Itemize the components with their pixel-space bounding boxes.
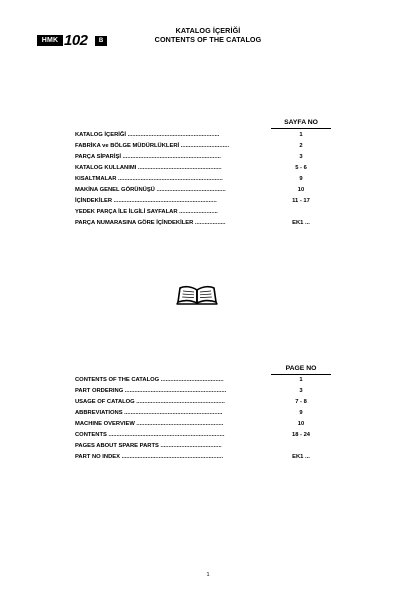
toc-row-page: EK1 ... [292,454,310,460]
title-turkish: KATALOG İÇERİĞİ [175,26,241,35]
toc-row-label: MACHINE OVERVIEW ...................................................... [75,421,224,427]
title-english: CONTENTS OF THE CATALOG [154,35,262,44]
toc-row-label: KATALOG KULLANIMI .................................................... [75,165,222,171]
page-number: 1 [206,572,210,578]
logo-box: HMK [37,35,63,46]
toc-row-page: 7 - 8 [295,399,307,405]
toc-row-page: 10 [297,187,305,193]
toc-row-page: 10 [297,421,305,427]
toc-row-page: 11 - 17 [292,198,310,204]
toc-english [75,365,331,465]
toc-row-label: İÇİNDEKİLER ................................................................ [75,198,217,204]
toc-row-label: KISALTMALAR ................................................................. [75,176,223,182]
toc-row-label: PARÇA NUMARASINA GÖRE İÇİNDEKİLER ................... [75,220,226,226]
toc-row [75,130,331,140]
toc-row-label: ABBREVIATIONS ............................................................. [75,410,223,416]
column-header-sayfa-no: SAYFA NO [271,119,331,129]
toc-turkish [75,119,331,231]
logo-suffix: B [95,36,107,46]
toc-row-page: 18 - 24 [291,432,311,438]
toc-row [75,430,331,440]
toc-row [75,441,331,451]
toc-row-label: CONTENTS OF THE CATALOG ....................................... [75,377,224,383]
toc-row [75,174,331,184]
toc-row-page: 9 [299,176,303,182]
toc-row-label: PART NO INDEX ............................................................... [75,454,224,460]
toc-row [75,207,331,217]
toc-row [75,163,331,173]
toc-row-page: 3 [299,154,303,160]
toc-row-page: 9 [299,410,303,416]
toc-row [75,452,331,462]
toc-row-label: PARÇA SİPARİŞİ ............................................................. [75,154,221,160]
toc-row [75,141,331,151]
toc-row [75,375,331,385]
toc-row [75,185,331,195]
toc-row-label: CONTENTS ........................................................................ [75,432,225,438]
toc-row [75,218,331,228]
toc-row-page: 1 [299,132,303,138]
toc-row-page: EK1 ... [292,220,310,226]
column-header-page-no: PAGE NO [271,365,331,375]
toc-row-label: FABRİKA ve BÖLGE MÜDÜRLÜKLERİ .............................. [75,143,230,149]
toc-row-label: YEDEK PARÇA İLE İLGİLİ SAYFALAR ........................ [75,209,218,215]
toc-row [75,152,331,162]
toc-row-page: 1 [299,377,303,383]
toc-row-label: KATALOG İÇERİĞİ ......................................................... [75,132,220,138]
toc-row-page: 2 [299,143,303,149]
toc-row [75,408,331,418]
toc-row [75,386,331,396]
toc-row [75,196,331,206]
toc-row-page: 5 - 6 [295,165,307,171]
toc-row [75,419,331,429]
toc-row-label: PAGES ABOUT SPARE PARTS ...................................... [75,443,222,449]
toc-row [75,397,331,407]
open-book-icon [176,285,218,305]
toc-row-page: 3 [299,388,303,394]
toc-row-label: MAKİNA GENEL GÖRÜNÜŞÜ ........................................... [75,187,226,193]
toc-row-label: PART ORDERING ............................................................... [75,388,227,394]
toc-row-label: USAGE OF CATALOG ....................................................... [75,399,225,405]
logo-number: 102 [64,32,88,49]
